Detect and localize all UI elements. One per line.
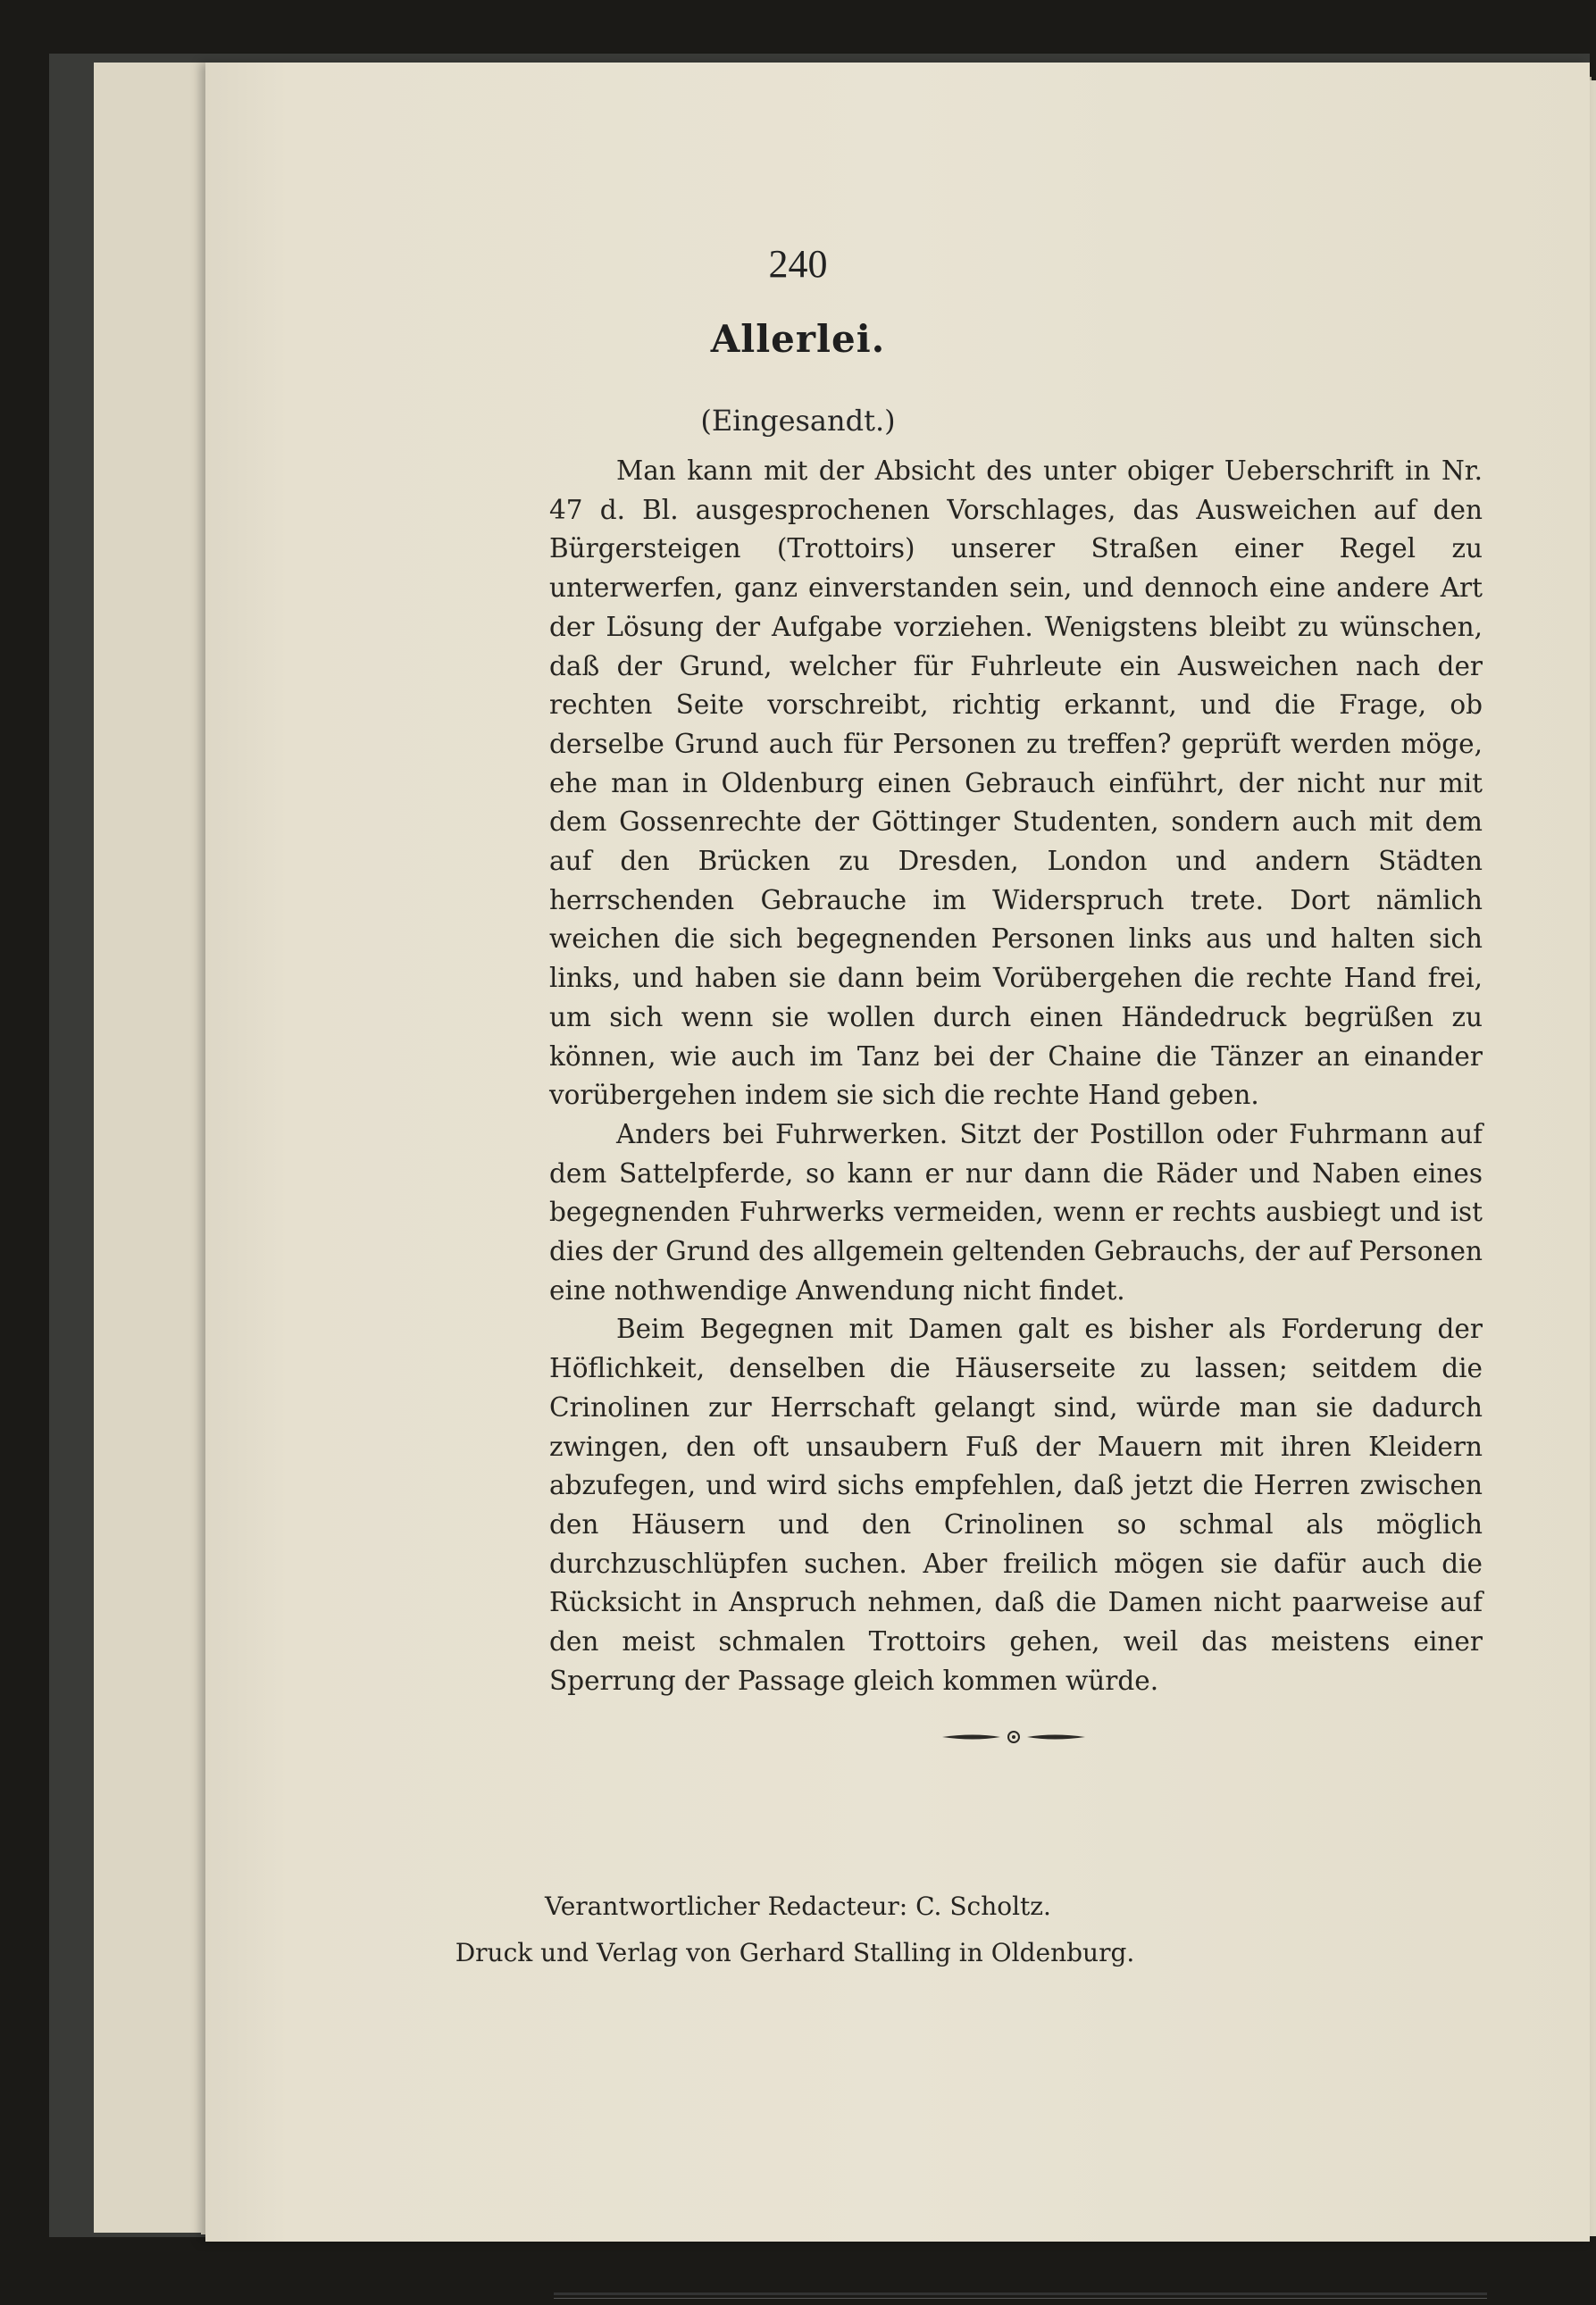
ornament-divider — [938, 1724, 1090, 1750]
rule-thick-line — [554, 2292, 1487, 2295]
article-paragraph: Beim Begegnen mit Damen galt es bisher als Forderung der Höflichkeit, denselben die Häuserseite zu lassen; seitdem die Crinolinen zur Herrschaft gelangt sind, würde man sie dadurch zwingen, den oft unsaubern Fuß der Mauern mit ihren Kleidern abzufegen, und wird sichs empfehlen, daß jetzt die Herren zwischen den Häusern und den Crinolinen so schmal als möglich durchzuschlüpfen suchen. Aber freilich mögen sie dafür auch die Rücksicht in Anspruch nehmen, daß die Damen nicht paarweise auf den meist schmalen Trottoirs gehen, weil das meistens einer Sperrung der Passage gleich kommen würde. — [549, 1314, 1483, 1696]
article-paragraph: Man kann mit der Absicht des unter obiger Ueberschrift in Nr. 47 d. Bl. ausgesprochenen Vorschlages, das Ausweichen auf den Bürgersteigen (Trottoirs) unserer Straßen einer Regel zu unterwerfen, ganz einverstanden sein, und dennoch eine andere Art der Lösung der Aufgabe vorziehen. Wenigstens bleibt zu wünschen, daß der Grund, welcher für Fuhrleute ein Ausweichen nach der rechten Seite vorschreibt, richtig erkannt, und die Frage, ob derselbe Grund auch für Personen zu treffen? geprüft werden möge, ehe man in Oldenburg einen Gebrauch einführt, der nicht nur mit dem Gossenrechte der Göttinger Studenten, sondern auch mit dem auf den Brücken zu Dresden, London und andern Städten herrschenden Gebrauche im Widerspruch trete. Dort nämlich weichen die sich begegnenden Personen links aus und halten sich links, und haben sie dann beim Vorübergehen die rechte Hand frei, um sich wenn sie wollen durch einen Händedruck begrüßen zu können, wie auch im Tanz bei der Chaine die Tänzer an einander vorübergehen indem sie sich die rechte Hand geben. — [549, 455, 1483, 1111]
page-number: 240 — [768, 242, 828, 286]
double-rule-divider — [554, 2292, 1487, 2305]
article-body — [549, 452, 1483, 1701]
rule-thin-line — [554, 2298, 1487, 2299]
page-subtitle: (Eingesandt.) — [700, 404, 896, 438]
editor-line: Verantwortlicher Redacteur: C. Scholtz. — [545, 1892, 1051, 1921]
page-title: Allerlei. — [710, 317, 886, 361]
printer-line: Druck und Verlag von Gerhard Stalling in Oldenburg. — [455, 1938, 1135, 1967]
article-paragraph: Anders bei Fuhrwerken. Sitzt der Postillon oder Fuhrmann auf dem Sattelpferde, so kann er nur dann die Räder und Naben eines begegnenden Fuhrwerks vermeiden, wenn er rechts ausbiegt und ist dies der Grund des allgemein geltenden Gebrauchs, der auf Personen eine nothwendige Anwendung nicht findet. — [549, 1118, 1483, 1306]
